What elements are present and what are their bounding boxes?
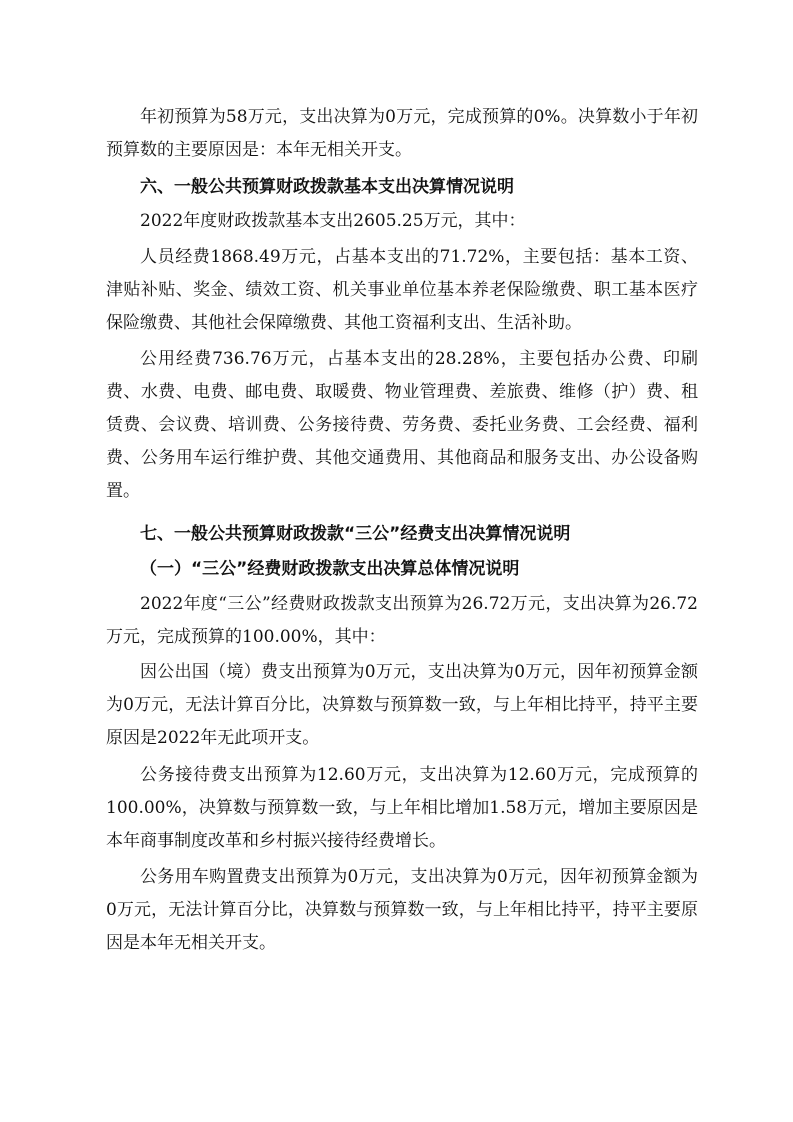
paragraph-text: 年初预算为58万元，支出决算为0万元，完成预算的0%。决算数小于年初预算数的主要原因是：本年无相关开支。 (106, 107, 698, 160)
paragraph-basic-expenditure (106, 205, 698, 238)
paragraph-personnel-expenses (106, 241, 698, 340)
paragraph-overseas-travel (106, 656, 698, 755)
paragraph-budget-remainder (106, 101, 698, 167)
paragraph-text: 公用经费736.76万元，占基本支出的28.28%，主要包括办公费、印刷费、水费、电费、邮电费、取暖费、物业管理费、差旅费、维修（护）费、租赁费、会议费、培训费、公务接待费、劳务费、委托业务费、工会经费、福利费、公务用车运行维护费、其他交通费用、其他商品和服务支出、办公设备购置。 (106, 349, 698, 501)
paragraph-reception (106, 759, 698, 858)
paragraph-text: 2022年度“三公”经费财政拨款支出预算为26.72万元，支出决算为26.72万元，完成预算的100.00%，其中： (106, 594, 698, 647)
paragraph-text: 公务用车购置费支出预算为0万元，支出决算为0万元，因年初预算金额为0万元，无法计算百分比，决算数与预算数一致，与上年相比持平，持平主要原因是本年无相关开支。 (106, 867, 698, 953)
paragraph-text: 因公出国（境）费支出预算为0万元，支出决算为0万元，因年初预算金额为0万元，无法计算百分比，决算数与预算数一致，与上年相比持平，持平主要原因是2022年无此项开支。 (106, 662, 698, 748)
heading-section-6 (106, 171, 698, 204)
paragraph-text: 2022年度财政拨款基本支出2605.25万元，其中： (140, 211, 526, 231)
heading-subsection-7-1 (106, 553, 698, 586)
paragraph-text: 公务接待费支出预算为12.60万元，支出决算为12.60万元，完成预算的100.00%，决算数与预算数一致，与上年相比增加1.58万元，增加主要原因是本年商事制度改革和乡村振兴接待经费增长。 (106, 765, 698, 851)
paragraph-vehicle-purchase (106, 861, 698, 960)
paragraph-three-public-total (106, 588, 698, 654)
paragraph-public-expenses (106, 343, 698, 508)
section-heading: 六、一般公共预算财政拨款基本支出决算情况说明 (140, 177, 514, 197)
subsection-heading: （一）“三公”经费财政拨款支出决算总体情况说明 (140, 559, 520, 579)
section-heading: 七、一般公共预算财政拨款“三公”经费支出决算情况说明 (140, 524, 571, 544)
heading-section-7 (106, 518, 698, 551)
paragraph-text: 人员经费1868.49万元，占基本支出的71.72%，主要包括：基本工资、津贴补贴、奖金、绩效工资、机关事业单位基本养老保险缴费、职工基本医疗保险缴费、其他社会保障缴费、其他工资福利支出、生活补助。 (106, 247, 698, 333)
